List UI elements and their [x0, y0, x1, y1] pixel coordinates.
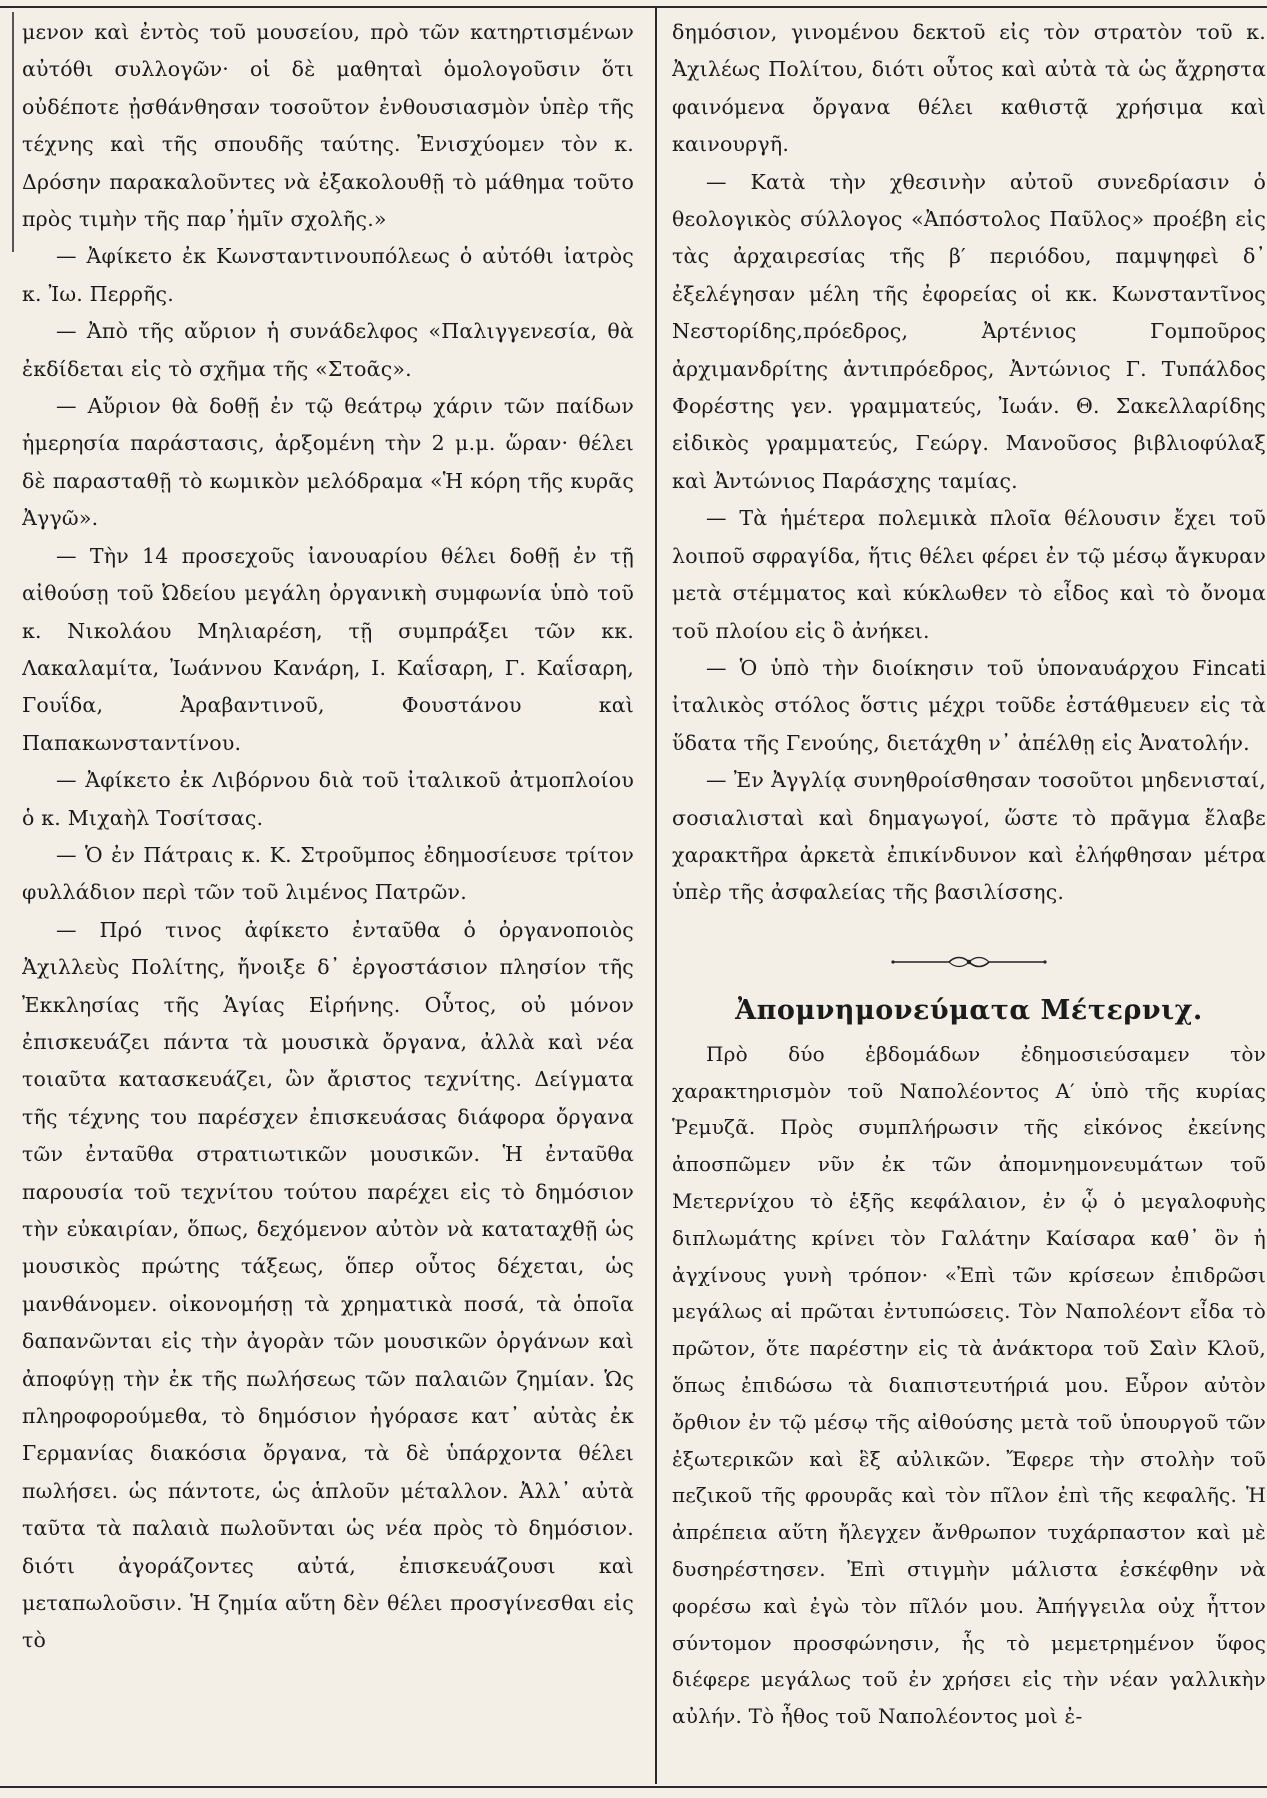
section-ornament: [672, 954, 1266, 970]
news-item: — Ὁ ἐν Πάτραις κ. Κ. Στροῦμπος ἐδημοσίευσε τρίτον φυλλάδιον περὶ τῶν τοῦ λιμένος Πατρῶν.: [22, 842, 634, 905]
ornament-flourish-icon: [889, 954, 1049, 970]
news-item: — Πρό τινος ἀφίκετο ἐνταῦθα ὁ ὀργανοποιὸς Ἀχιλλεὺς Πολίτης, ἤνοιξε δ᾽ ἐργοστάσιον πλησίον τῆς Ἐκκλησίας τῆς Ἁγίας Εἰρήνης. Οὗτος, οὐ μόνον ἐπισκευάζει πάντα τὰ μουσικὰ ὄργανα, ἀλλὰ καὶ νέα τοιαῦτα κατασκευάζει, ὢν ἄριστος τεχνίτης. Δείγματα τῆς τέχνης του παρέσχεν ἐπισκευάσας διάφορα ὄργανα τῶν ἐνταῦθα στρατιωτικῶν μουσικῶν. Ἡ ἐνταῦθα παρουσία τοῦ τεχνίτου τούτου παρέχει εἰς τὸ δημόσιον τὴν εὐκαιρίαν, ὅπως, δεχόμενον αὐτὸν νὰ καταταχθῇ ὡς μουσικὸς πρώτης τάξεως, ὅπερ οὗτος δέχεται, ὡς μανθάνομεν. οἰκονομήσῃ τὰ χρηματικὰ ποσά, τὰ ὁποῖα δαπανῶνται εἰς τὴν ἀγορὰν τῶν μουσικῶν ὀργάνων καὶ ἀποφύγῃ τὴν ἐκ τῆς πωλήσεως τῶν παλαιῶν ζημίαν. Ὡς πληροφορούμεθα, τὸ δημόσιον ἠγόρασε κατ᾽ αὐτὰς ἐκ Γερμανίας διακόσια ὄργανα, τὰ δὲ ὑπάρχοντα θέλει πωλήσει. ὡς πάντοτε, ὡς ἁπλοῦν μέταλλον. Ἀλλ᾽ αὐτὰ ταῦτα τὰ παλαιὰ πωλοῦνται ὡς νέα πρὸς τὸ δημόσιον. διότι ἀγοράζοντες αὐτά, ἐπισκευάζουσι καὶ μεταπωλοῦσιν. Ἡ ζημία αὕτη δὲν θέλει προσγίνεσθαι εἰς τὸ: [22, 917, 634, 1653]
news-item: — Αὔριον θὰ δοθῇ ἐν τῷ θεάτρῳ χάριν τῶν παίδων ἡμερησία παράστασις, ἀρξομένη τὴν 2 μ.μ. ὥραν· θέλει δὲ παρασταθῇ τὸ κωμικὸν μελόδραμα «Ἡ κόρη τῆς κυρᾶς Ἀγγῶ».: [22, 394, 634, 531]
column-divider: [655, 8, 657, 1784]
section-title: Ἀπομνημονεύματα Μέτερνιχ.: [735, 994, 1203, 1026]
margin-mark: [12, 12, 14, 252]
news-item: — Ὁ ὑπὸ τὴν διοίκησιν τοῦ ὑποναυάρχου Fincati ἰταλικὸς στόλος ὅστις μέχρι τοῦδε ἐστάθμευεν εἰς τὰ ὕδατα τῆς Γενούης, διετάχθη ν᾽ ἀπέλθῃ εἰς Ἀνατολήν.: [672, 655, 1266, 755]
article-body: Πρὸ δύο ἑβδομάδων ἐδημοσιεύσαμεν τὸν χαρακτηρισμὸν τοῦ Ναπολέοντος Α′ ὑπὸ τῆς κυρίας Ῥεμυζᾶ. Πρὸς συμπλήρωσιν τῆς εἰκόνος ἐκείνης ἀποσπῶμεν νῦν ἐκ τῶν ἀπομνημονευμάτων τοῦ Μετερνίχου τὸ ἑξῆς κεφάλαιον, ἐν ᾧ ὁ μεγαλοφυὴς διπλωμάτης κρίνει τὸν Γαλάτην Καίσαρα καθ᾽ ὃν ἡ ἀγχίνους γυνὴ τρόπον· «Ἐπὶ τῶν κρίσεων ἐπιδρῶσι μεγάλως αἱ πρῶται ἐντυπώσεις. Τὸν Ναπολέοντ εἶδα τὸ πρῶτον, ὅτε παρέστην εἰς τὰ ἀνάκτορα τοῦ Σαὶν Κλοῦ, ὅπως ἐπιδώσω τὰ διαπιστευτήριά μου. Εὗρον αὐτὸν ὄρθιον ἐν τῷ μέσῳ τῆς αἰθούσης μετὰ τοῦ ὑπουργοῦ τῶν ἐξωτερικῶν καὶ ἓξ αὐλικῶν. Ἔφερε τὴν στολὴν τοῦ πεζικοῦ τῆς φρουρᾶς καὶ τὸν πῖλον ἐπὶ τῆς κεφαλῆς. Ἡ ἀπρέπεια αὕτη ἤλεγχεν ἄνθρωπον τυχάρπαστον καὶ μὲ δυσηρέστησεν. Ἐπὶ στιγμὴν μάλιστα ἐσκέφθην νὰ φορέσω καὶ ἐγὼ τὸν πῖλόν μου. Ἀπήγγειλα οὐχ ἧττον σύντομον προσφώνησιν, ἧς τὸ μεμετρημένον ὕφος διέφερε μεγάλως τοῦ ἐν χρήσει εἰς τὴν νέαν γαλλικὴν αὐλήν. Τὸ ἦθος τοῦ Ναπολέοντος μοὶ ἐ-: [672, 1041, 1266, 1729]
right-column: [672, 14, 1266, 1778]
news-item: — Τὴν 14 προσεχοῦς ἰανουαρίου θέλει δοθῇ ἐν τῇ αἰθούσῃ τοῦ Ὠδείου μεγάλη ὀργανικὴ συμφωνία ὑπὸ τοῦ κ. Νικολάου Μηλιαρέση, τῇ συμπράξει τῶν κκ. Λακαλαμίτα, Ἰωάννου Κανάρη, Ι. Καΐσαρη, Γ. Καΐσαρη, Γουΐδα, Ἀραβαντινοῦ, Φουστάνου καὶ Παπακωνσταντίνου.: [22, 543, 634, 755]
news-item: — Ἀπὸ τῆς αὔριον ἡ συνάδελφος «Παλιγγενεσία, θὰ ἐκδίδεται εἰς τὸ σχῆμα τῆς «Στοᾶς».: [22, 319, 634, 381]
top-rule: [0, 6, 1267, 8]
bottom-rule: [0, 1786, 1267, 1788]
news-item: — Ἀφίκετο ἐκ Κωνσταντινουπόλεως ὁ αὐτόθι ἰατρὸς κ. Ἰω. Περρῆς.: [22, 244, 634, 306]
news-item: — Κατὰ τὴν χθεσινὴν αὐτοῦ συνεδρίασιν ὁ θεολογικὸς σύλλογος «Ἀπόστολος Παῦλος» προέβη εἰς τὰς ἀρχαιρεσίας τῆς β′ περιόδου, παμψηφεὶ δ᾽ ἐξελέγησαν μέλη τῆς ἐφορείας οἱ κκ. Κωνσταντῖνος Νεστορίδης,πρόεδρος, Ἀρτένιος Γομποῦρος ἀρχιμανδρίτης ἀντιπρόεδρος, Ἀντώνιος Γ. Τυπάλδος Φορέστης γεν. γραμματεύς, Ἰωάν. Θ. Σακελλαρίδης εἰδικὸς γραμματεύς, Γεώργ. Μανοῦσος βιβλιοφύλαξ καὶ Ἀντώνιος Παράσχης ταμίας.: [672, 169, 1266, 493]
news-item: — Ἐν Ἀγγλίᾳ συνηθροίσθησαν τοσοῦτοι μηδενισταί, σοσιαλισταὶ καὶ δημαγωγοί, ὥστε τὸ πρᾶγμα ἔλαβε χαρακτῆρα ἀρκετὰ ἐπικίνδυνον καὶ ἐλήφθησαν μέτρα ὑπὲρ τῆς ἀσφαλείας τῆς βασιλίσσης.: [672, 768, 1266, 905]
left-column: [22, 14, 634, 1778]
news-item-continuation: δημόσιον, γινομένου δεκτοῦ εἰς τὸν στρατὸν τοῦ κ. Ἀχιλέως Πολίτου, διότι οὗτος καὶ αὐτὰ τὰ ὡς ἄχρηστα φαινόμενα ὄργανα θέλει καθιστᾷ χρήσιμα καὶ καινουργῆ.: [672, 20, 1266, 157]
news-item: — Ἀφίκετο ἐκ Λιβόρνου διὰ τοῦ ἰταλικοῦ ἀτμοπλοίου ὁ κ. Μιχαὴλ Τοσίτσας.: [22, 768, 634, 830]
article-continuation: μενον καὶ ἐντὸς τοῦ μουσείου, πρὸ τῶν κατηρτισμένων αὐτόθι συλλογῶν· οἱ δὲ μαθηταὶ ὁμολογοῦσιν ὅτι οὐδέποτε ᾐσθάνθησαν τοσοῦτον ἐνθουσιασμὸν ὑπὲρ τῆς τέχνης καὶ τῆς σπουδῆς ταύτης. Ἐνισχύομεν τὸν κ. Δρόσην παρακαλοῦντες νὰ ἐξακολουθῇ τὸ μάθημα τοῦτο πρὸς τιμὴν τῆς παρ᾽ἡμῖν σχολῆς.»: [22, 20, 634, 232]
news-item: — Τὰ ἡμέτερα πολεμικὰ πλοῖα θέλουσιν ἔχει τοῦ λοιποῦ σφραγίδα, ἥτις θέλει φέρει ἐν τῷ μέσῳ ἄγκυραν μετὰ στέμματος καὶ κύκλωθεν τὸ εἶδος καὶ τὸ ὄνομα τοῦ πλοίου εἰς ὃ ἀνήκει.: [672, 506, 1266, 643]
